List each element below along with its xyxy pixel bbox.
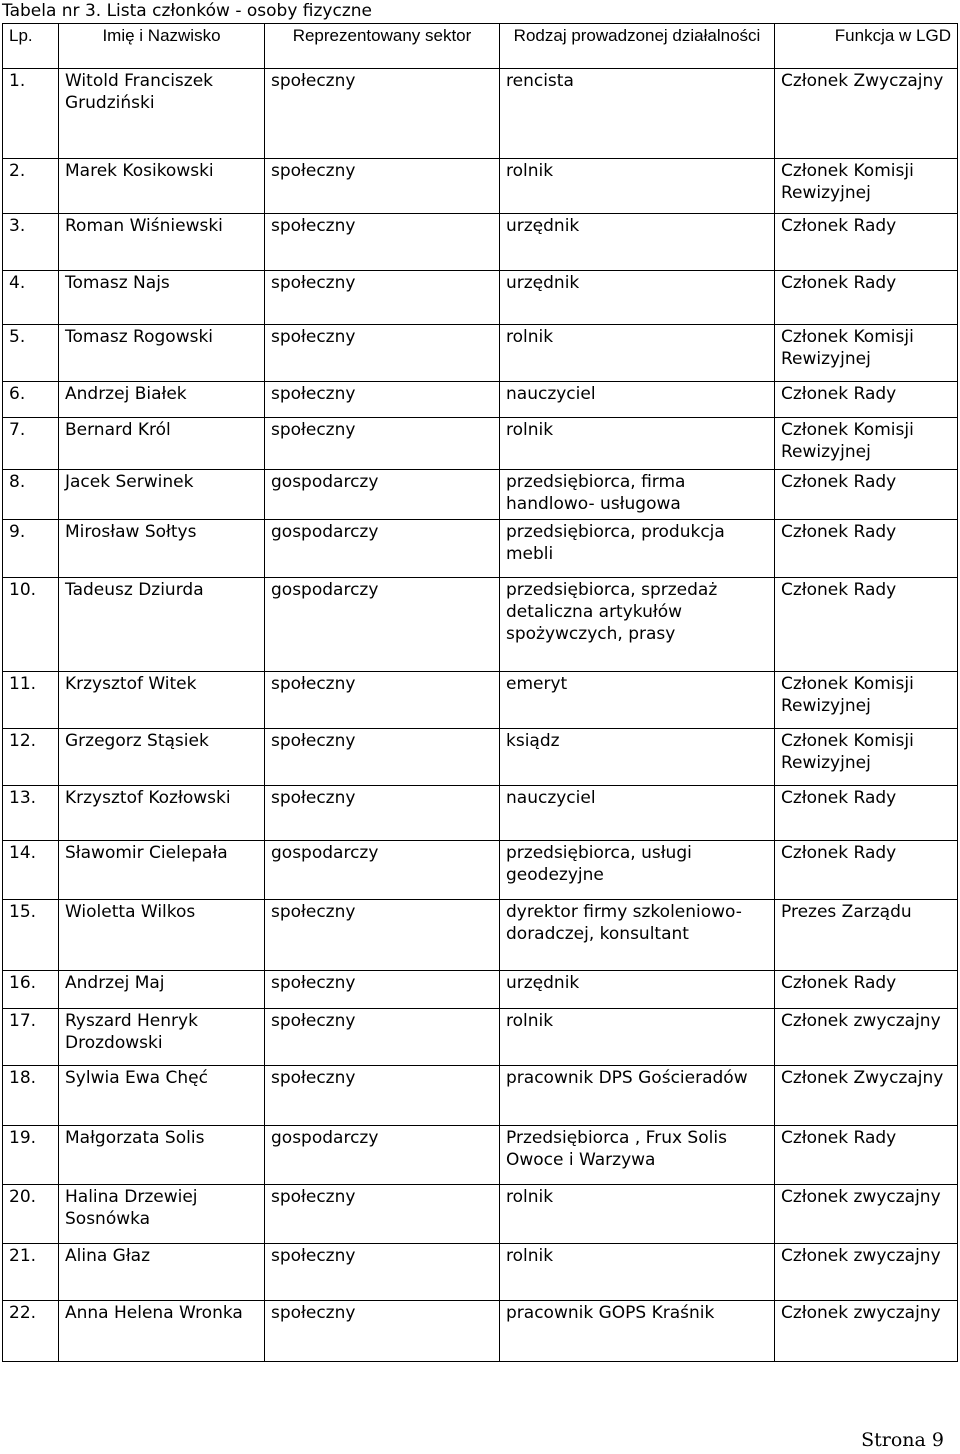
- activity-cell: nauczyciel: [500, 786, 775, 841]
- table-row: [3, 841, 958, 900]
- table-row: [3, 1185, 958, 1244]
- activity-cell: ksiądz: [500, 729, 775, 786]
- function-cell: Członek zwyczajny: [775, 1009, 958, 1066]
- sector-cell: społeczny: [265, 729, 500, 786]
- activity-cell: rolnik: [500, 159, 775, 214]
- lp-cell: 1.: [3, 69, 59, 159]
- table-caption: Tabela nr 3. Lista członków - osoby fizyczne: [2, 1, 372, 21]
- table-row: [3, 729, 958, 786]
- name-cell: Tadeusz Dziurda: [59, 578, 265, 672]
- activity-cell: rolnik: [500, 1244, 775, 1301]
- function-cell: Członek Komisji Rewizyjnej: [775, 729, 958, 786]
- sector-cell: społeczny: [265, 325, 500, 382]
- function-cell: Członek Rady: [775, 841, 958, 900]
- sector-cell: gospodarczy: [265, 578, 500, 672]
- members-table: [2, 23, 958, 1362]
- sector-cell: społeczny: [265, 1066, 500, 1126]
- name-cell: Jacek Serwinek: [59, 470, 265, 520]
- sector-cell: społeczny: [265, 672, 500, 729]
- name-cell: Halina Drzewiej Sosnówka: [59, 1185, 265, 1244]
- header-lp: Lp.: [3, 24, 59, 69]
- name-cell: Małgorzata Solis: [59, 1126, 265, 1185]
- table-row: [3, 271, 958, 325]
- lp-cell: 8.: [3, 470, 59, 520]
- function-cell: Członek Rady: [775, 214, 958, 271]
- activity-cell: Przedsiębiorca , Frux Solis Owoce i Warzywa: [500, 1126, 775, 1185]
- name-cell: Krzysztof Witek: [59, 672, 265, 729]
- function-cell: Członek Rady: [775, 1126, 958, 1185]
- activity-cell: pracownik GOPS Kraśnik: [500, 1301, 775, 1362]
- function-cell: Członek Rady: [775, 382, 958, 418]
- lp-cell: 9.: [3, 520, 59, 578]
- lp-cell: 6.: [3, 382, 59, 418]
- function-cell: Członek Komisji Rewizyjnej: [775, 325, 958, 382]
- page-number: Strona 9: [861, 1429, 944, 1451]
- name-cell: Sylwia Ewa Chęć: [59, 1066, 265, 1126]
- lp-cell: 2.: [3, 159, 59, 214]
- header-function: Funkcja w LGD: [775, 24, 958, 69]
- name-cell: Roman Wiśniewski: [59, 214, 265, 271]
- activity-cell: urzędnik: [500, 971, 775, 1009]
- table-row: [3, 69, 958, 159]
- function-cell: Członek Rady: [775, 271, 958, 325]
- sector-cell: społeczny: [265, 1185, 500, 1244]
- sector-cell: gospodarczy: [265, 1126, 500, 1185]
- name-cell: Mirosław Sołtys: [59, 520, 265, 578]
- function-cell: Członek Rady: [775, 470, 958, 520]
- lp-cell: 14.: [3, 841, 59, 900]
- activity-cell: rolnik: [500, 1185, 775, 1244]
- lp-cell: 16.: [3, 971, 59, 1009]
- lp-cell: 22.: [3, 1301, 59, 1362]
- table-row: [3, 382, 958, 418]
- table-row: [3, 1126, 958, 1185]
- function-cell: Członek Komisji Rewizyjnej: [775, 418, 958, 470]
- sector-cell: gospodarczy: [265, 841, 500, 900]
- sector-cell: społeczny: [265, 382, 500, 418]
- table-row: [3, 1301, 958, 1362]
- name-cell: Bernard Król: [59, 418, 265, 470]
- function-cell: Członek Komisji Rewizyjnej: [775, 159, 958, 214]
- sector-cell: społeczny: [265, 214, 500, 271]
- table-row: [3, 159, 958, 214]
- name-cell: Grzegorz Stąsiek: [59, 729, 265, 786]
- function-cell: Członek zwyczajny: [775, 1244, 958, 1301]
- table-row: [3, 418, 958, 470]
- activity-cell: urzędnik: [500, 271, 775, 325]
- function-cell: Prezes Zarządu: [775, 900, 958, 971]
- lp-cell: 21.: [3, 1244, 59, 1301]
- sector-cell: społeczny: [265, 971, 500, 1009]
- lp-cell: 3.: [3, 214, 59, 271]
- header-name: Imię i Nazwisko: [59, 24, 265, 69]
- sector-cell: społeczny: [265, 159, 500, 214]
- function-cell: Członek Zwyczajny: [775, 1066, 958, 1126]
- table-row: [3, 325, 958, 382]
- activity-cell: przedsiębiorca, firma handlowo- usługowa: [500, 470, 775, 520]
- function-cell: Członek Rady: [775, 971, 958, 1009]
- sector-cell: społeczny: [265, 1244, 500, 1301]
- sector-cell: społeczny: [265, 418, 500, 470]
- name-cell: Tomasz Rogowski: [59, 325, 265, 382]
- header-activity: Rodzaj prowadzonej działalności: [500, 24, 775, 69]
- table-row: [3, 1066, 958, 1126]
- sector-cell: społeczny: [265, 271, 500, 325]
- function-cell: Członek Rady: [775, 520, 958, 578]
- activity-cell: przedsiębiorca, sprzedaż detaliczna artykułów spożywczych, prasy: [500, 578, 775, 672]
- sector-cell: społeczny: [265, 1301, 500, 1362]
- name-cell: Krzysztof Kozłowski: [59, 786, 265, 841]
- function-cell: Członek Zwyczajny: [775, 69, 958, 159]
- name-cell: Tomasz Najs: [59, 271, 265, 325]
- name-cell: Ryszard Henryk Drozdowski: [59, 1009, 265, 1066]
- function-cell: Członek Komisji Rewizyjnej: [775, 672, 958, 729]
- lp-cell: 7.: [3, 418, 59, 470]
- header-row: [3, 24, 958, 69]
- lp-cell: 18.: [3, 1066, 59, 1126]
- name-cell: Andrzej Białek: [59, 382, 265, 418]
- name-cell: Andrzej Maj: [59, 971, 265, 1009]
- sector-cell: społeczny: [265, 900, 500, 971]
- sector-cell: gospodarczy: [265, 520, 500, 578]
- name-cell: Witold Franciszek Grudziński: [59, 69, 265, 159]
- activity-cell: rolnik: [500, 325, 775, 382]
- table-row: [3, 1009, 958, 1066]
- name-cell: Alina Głaz: [59, 1244, 265, 1301]
- table-row: [3, 786, 958, 841]
- lp-cell: 5.: [3, 325, 59, 382]
- lp-cell: 10.: [3, 578, 59, 672]
- activity-cell: nauczyciel: [500, 382, 775, 418]
- table-row: [3, 214, 958, 271]
- table-row: [3, 900, 958, 971]
- name-cell: Sławomir Cielepała: [59, 841, 265, 900]
- function-cell: Członek Rady: [775, 786, 958, 841]
- lp-cell: 20.: [3, 1185, 59, 1244]
- table-row: [3, 672, 958, 729]
- sector-cell: społeczny: [265, 69, 500, 159]
- table-row: [3, 520, 958, 578]
- lp-cell: 17.: [3, 1009, 59, 1066]
- table-row: [3, 1244, 958, 1301]
- activity-cell: przedsiębiorca, usługi geodezyjne: [500, 841, 775, 900]
- activity-cell: pracownik DPS Gościeradów: [500, 1066, 775, 1126]
- function-cell: Członek Rady: [775, 578, 958, 672]
- table-row: [3, 470, 958, 520]
- lp-cell: 15.: [3, 900, 59, 971]
- name-cell: Marek Kosikowski: [59, 159, 265, 214]
- activity-cell: urzędnik: [500, 214, 775, 271]
- activity-cell: rolnik: [500, 418, 775, 470]
- sector-cell: społeczny: [265, 786, 500, 841]
- sector-cell: gospodarczy: [265, 470, 500, 520]
- function-cell: Członek zwyczajny: [775, 1301, 958, 1362]
- header-sector: Reprezentowany sektor: [265, 24, 500, 69]
- table-row: [3, 971, 958, 1009]
- lp-cell: 19.: [3, 1126, 59, 1185]
- lp-cell: 11.: [3, 672, 59, 729]
- activity-cell: rencista: [500, 69, 775, 159]
- name-cell: Anna Helena Wronka: [59, 1301, 265, 1362]
- activity-cell: przedsiębiorca, produkcja mebli: [500, 520, 775, 578]
- lp-cell: 13.: [3, 786, 59, 841]
- activity-cell: emeryt: [500, 672, 775, 729]
- lp-cell: 12.: [3, 729, 59, 786]
- activity-cell: dyrektor firmy szkoleniowo-doradczej, konsultant: [500, 900, 775, 971]
- activity-cell: rolnik: [500, 1009, 775, 1066]
- name-cell: Wioletta Wilkos: [59, 900, 265, 971]
- function-cell: Członek zwyczajny: [775, 1185, 958, 1244]
- sector-cell: społeczny: [265, 1009, 500, 1066]
- lp-cell: 4.: [3, 271, 59, 325]
- table-row: [3, 578, 958, 672]
